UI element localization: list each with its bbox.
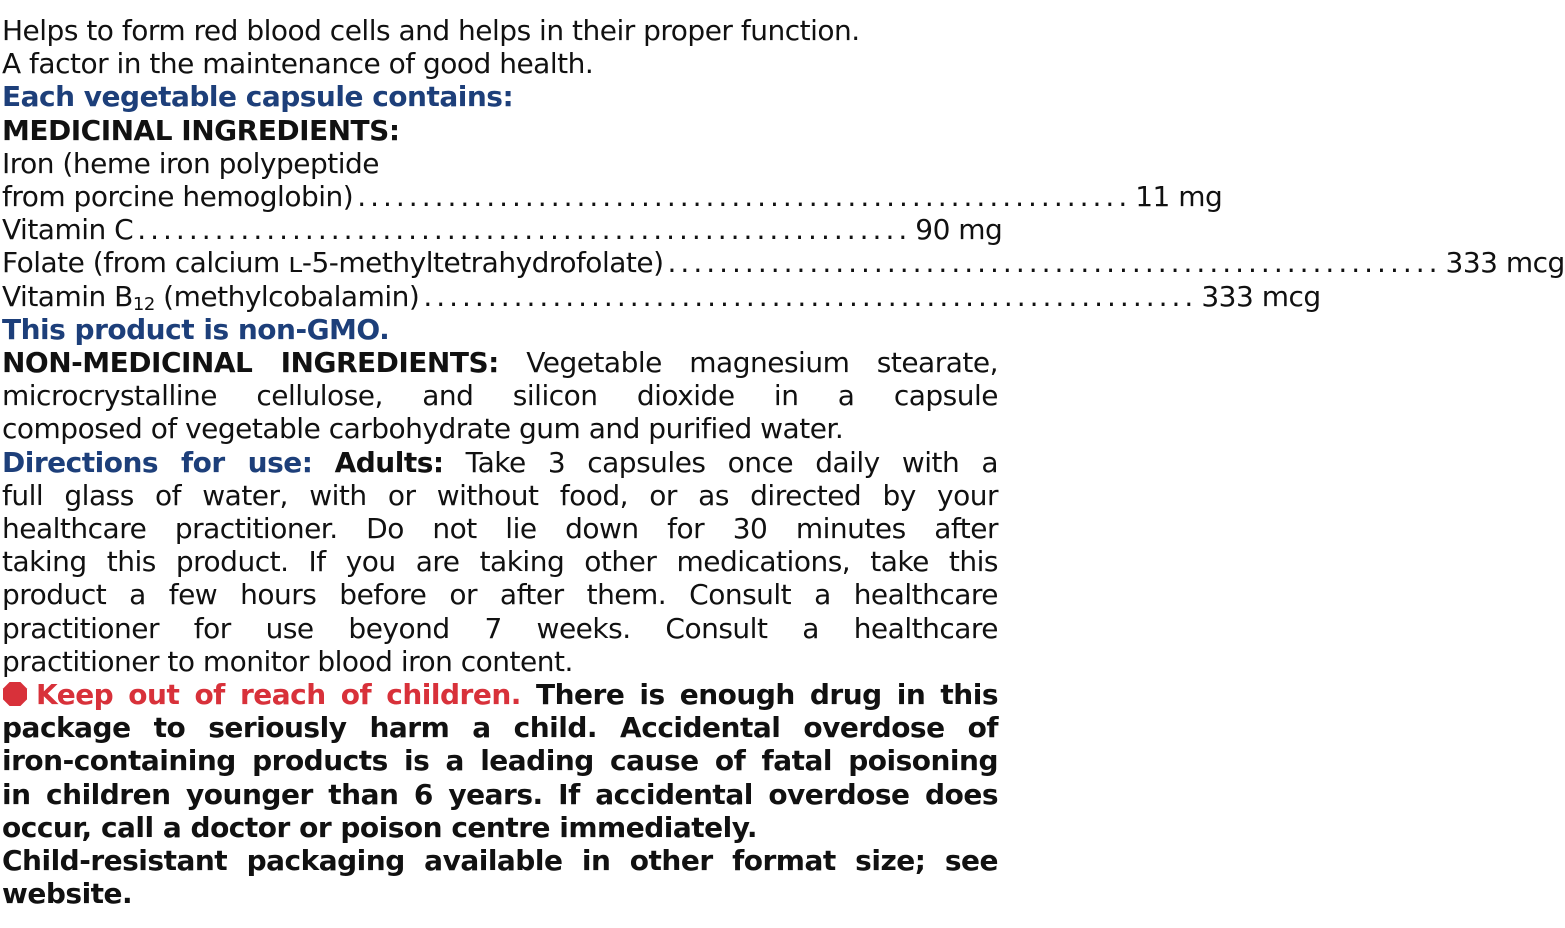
warning-line-4: in children younger than 6 years. If accidental overdose does (2, 777, 998, 811)
directions-line-4: taking this product. If you are taking other medications, take this (2, 545, 998, 579)
ingredient-iron-name-line1: Iron (heme iron polypeptide (2, 146, 379, 180)
directions-heading: Directions for use: (2, 445, 313, 479)
directions-line-2: full glass of water, with or without food, or as directed by your (2, 478, 998, 512)
non-medicinal-text: Vegetable magnesium stearate, (498, 346, 998, 380)
ingredient-row-folate (2, 246, 1565, 280)
directions-line-6: practitioner for use beyond 7 weeks. Consult a healthcare (2, 611, 998, 645)
ingredient-name-subscript: 12 (132, 293, 155, 315)
warning-line-3: iron-containing products is a leading cause of fatal poisoning (2, 744, 998, 778)
non-medicinal-line-2: microcrystalline cellulose, and silicon dioxide in a capsule (2, 379, 998, 413)
ingredient-amount: 333 mcg (1201, 279, 1321, 313)
directions-line-7: practitioner to monitor blood iron content. (2, 644, 573, 678)
warning-line-2: package to seriously harm a child. Accidental overdose of (2, 711, 998, 745)
ingredient-row-vitamin-b12 (2, 279, 1321, 315)
ingredient-amount: 333 mcg (1445, 246, 1565, 280)
packaging-line-1: Child-resistant packaging available in other format size; see (2, 844, 998, 878)
warning-line-1 (2, 678, 998, 711)
ingredient-amount: 90 mg (915, 213, 1003, 247)
non-medicinal-line-3: composed of vegetable carbohydrate gum and purified water. (2, 412, 844, 446)
warning-line-5: occur, call a doctor or poison centre immediately. (2, 810, 758, 844)
warning-text: There is enough drug in this (520, 678, 998, 712)
ingredient-name: Folate (from calcium ʟ-5-methyltetrahydrofolate) (2, 246, 664, 280)
ingredient-amount: 11 mg (1135, 180, 1223, 214)
medicinal-heading: MEDICINAL INGREDIENTS: (2, 113, 400, 147)
capsule-heading: Each vegetable capsule contains: (2, 80, 514, 114)
ingredient-row-iron (2, 180, 1223, 214)
directions-line-3: healthcare practitioner. Do not lie down for 30 minutes after (2, 512, 998, 546)
ingredient-name-suffix: (methylcobalamin) (154, 279, 420, 313)
adults-label: Adults: (334, 445, 444, 479)
directions-line-1 (2, 446, 998, 479)
stop-octagon-icon (2, 681, 28, 707)
ingredient-row-vitamin-c (2, 213, 1003, 247)
keep-out-of-reach: Keep out of reach of children. (36, 678, 521, 712)
directions-line-5: product a few hours before or after them. Consult a healthcare (2, 578, 998, 612)
ingredient-name: from porcine hemoglobin) (2, 180, 354, 214)
ingredient-name (2, 280, 419, 313)
dot-leader: ............................................................ (357, 180, 1132, 214)
dot-leader: ............................................................ (667, 246, 1442, 280)
non-medicinal-heading: NON-MEDICINAL INGREDIENTS: (2, 346, 499, 380)
directions-text: Take 3 capsules once daily with a (443, 445, 999, 479)
ingredient-name: Vitamin C (2, 213, 134, 247)
packaging-line-2: website. (2, 877, 133, 911)
dot-leader: ............................................................ (137, 213, 912, 247)
ingredient-name-prefix: Vitamin B (2, 279, 133, 313)
dot-leader: ............................................................ (423, 279, 1198, 313)
non-gmo-statement: This product is non-GMO. (2, 312, 390, 346)
non-medicinal-line-1 (2, 346, 998, 379)
intro-line-2: A factor in the maintenance of good health. (2, 47, 594, 81)
intro-line-1: Helps to form red blood cells and helps in their proper function. (2, 14, 860, 47)
